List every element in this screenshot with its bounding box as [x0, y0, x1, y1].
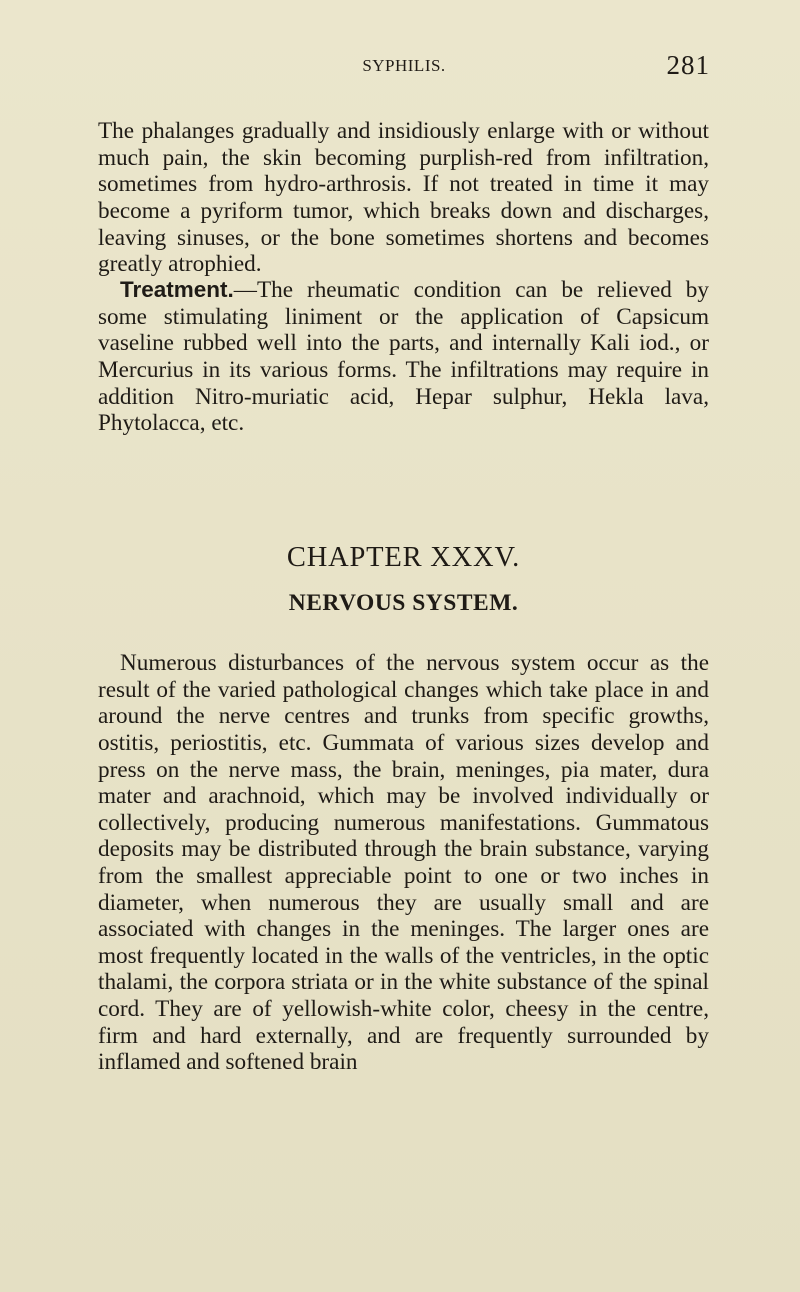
- paragraph-treatment: [98, 277, 709, 437]
- page-number: 281: [666, 50, 710, 80]
- treatment-text: —The rheumatic condition can be relieved by some stimulating liniment or the application of Capsicum vaseline rubbed well into the parts, and internally Kali iod., or Mercurius in its various forms. The infiltrations may require in addition Nitro-muriatic acid, Hepar sulphur, Hekla lava, Phytolacca, etc.: [98, 277, 709, 437]
- paragraph-nervous-system: Numerous disturbances of the nervous system occur as the result of the varied pathological changes which take place in and around the nerve centres and trunks from specific growths, ostitis, periostitis, etc. Gummata of various sizes develop and press on the nerve mass, the brain, meninges, pia mater, dura mater and arachnoid, which may be involved individually or collectively, producing numerous manifestations. Gummatous deposits may be distributed through the brain substance, varying from the smallest appreciable point to one or two inches in diameter, when numerous they are usually small and are associated with changes in the meninges. The larger ones are most frequently located in the walls of the ventricles, in the optic thalami, the corpora striata or in the white substance of the spinal cord. They are of yellowish-white color, cheesy in the centre, firm and hard externally, and are frequently surrounded by inflamed and softened brain: [98, 650, 709, 1076]
- section-heading: NERVOUS SYSTEM.: [288, 590, 519, 616]
- running-title: SYPHILIS.: [362, 56, 446, 75]
- paragraph-phalanges: The phalanges gradually and insidiously enlarge with or without much pain, the skin becoming purplish-red from infiltration, sometimes from hydro-arthrosis. If not treated in time it may become a pyriform tumor, which breaks down and discharges, leaving sinuses, or the bone sometimes shortens and becomes greatly atrophied.: [98, 118, 709, 278]
- running-head: [98, 50, 710, 80]
- chapter-heading: CHAPTER XXXV.: [286, 542, 521, 573]
- treatment-heading: Treatment.: [120, 277, 234, 303]
